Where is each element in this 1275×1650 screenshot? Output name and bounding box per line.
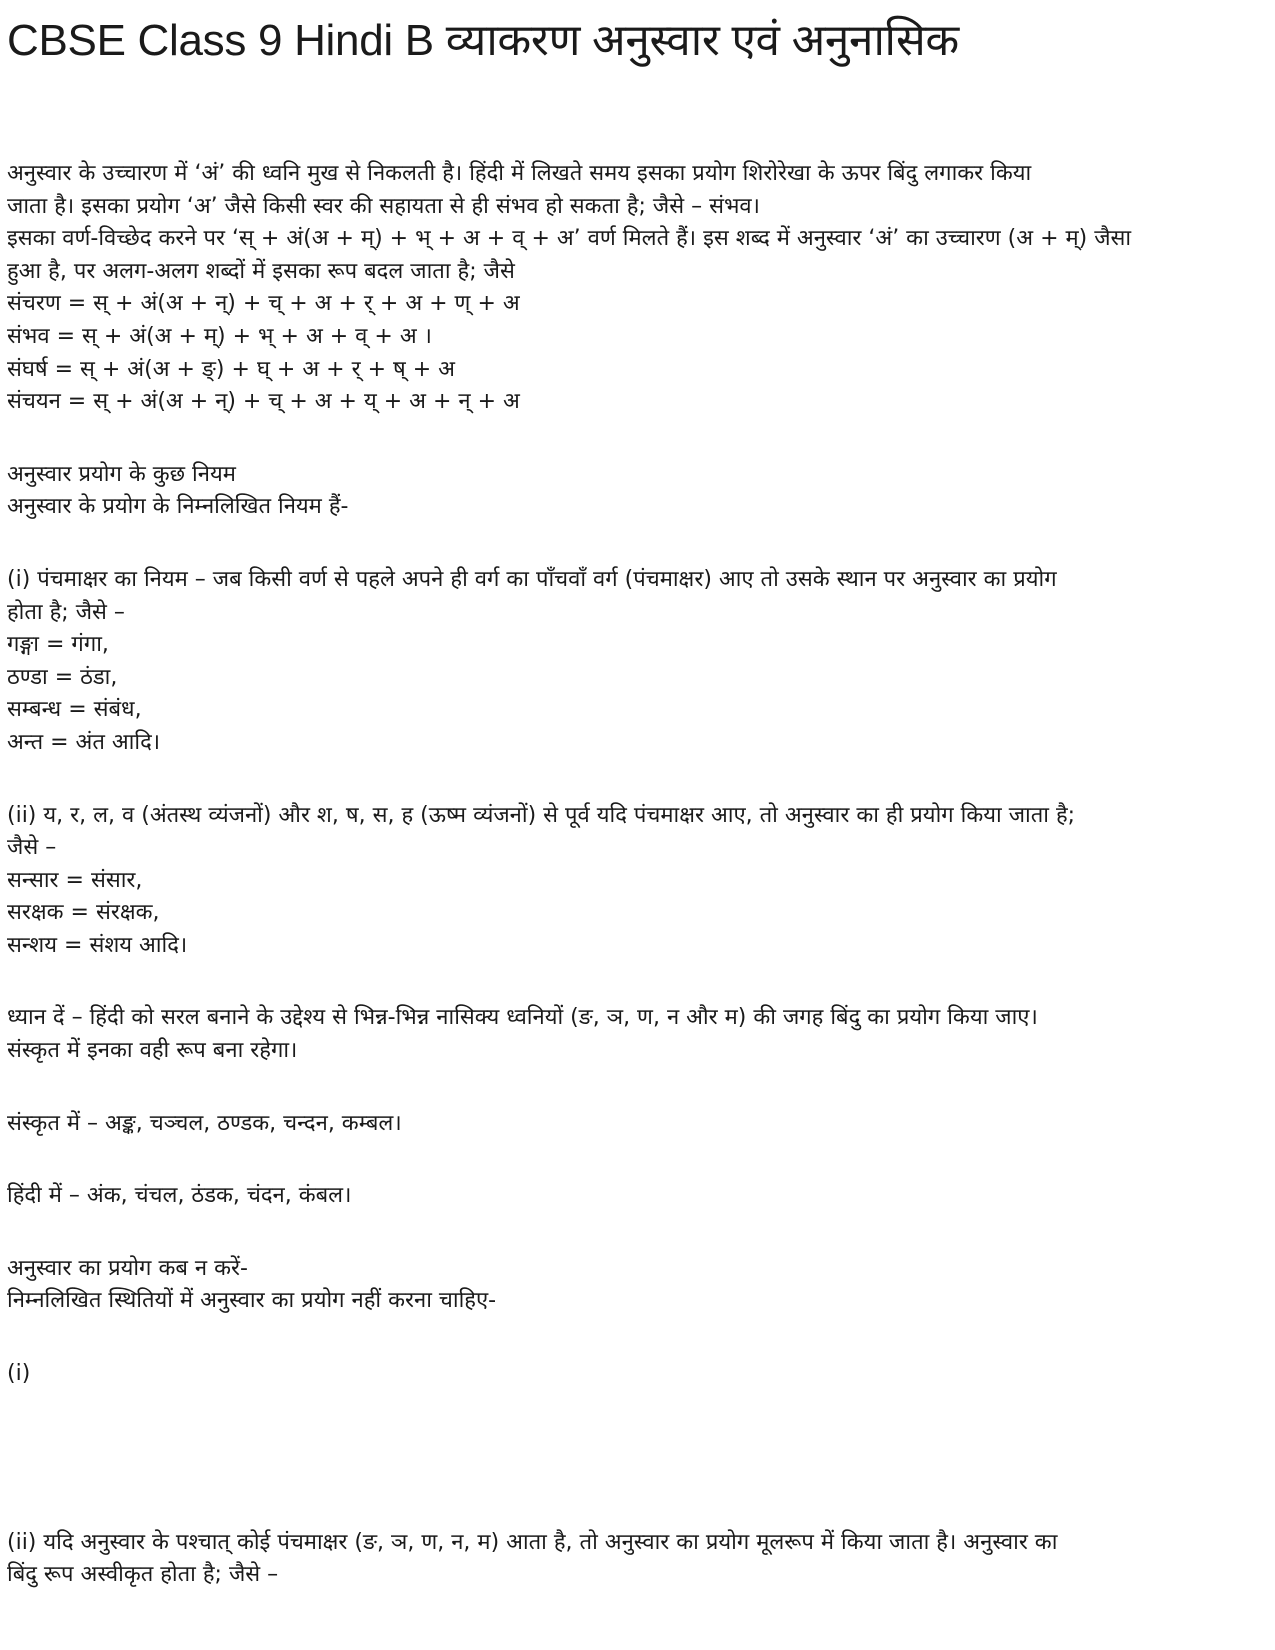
example-line: अन्त = अंत आदि। [7, 729, 161, 755]
spacer [7, 1391, 1265, 1527]
spacer [7, 760, 1265, 800]
text-line: (ii) य, र, ल, व (अंतस्थ व्यंजनों) और श, ष, स, ह (ऊष्म व्यंजनों) से पूर्व यदि पंचमाक्षर आए, तो अनुस्वार का ही प्रयोग किया जाता है; [7, 802, 1076, 828]
example-line: गङ्गा = गंगा, [7, 632, 109, 658]
note-paragraph [7, 1002, 1265, 1067]
text-line: हुआ है, पर अलग-अलग शब्दों में इसका रूप बदल जाता है; जैसे [7, 258, 515, 284]
spacer [7, 524, 1265, 564]
text-line: बिंदु रूप अस्वीकृत होता है; जैसे – [7, 1562, 279, 1588]
rule-1 [7, 564, 1265, 760]
not-item-1-label: (i) [7, 1361, 31, 1387]
spacer [7, 1068, 1265, 1108]
document-page [7, 0, 1265, 1592]
when-not-section [7, 1253, 1265, 1318]
hindi-example: हिंदी में – अंक, चंचल, ठंडक, चंदन, कंबल। [7, 1183, 352, 1209]
example-line: संघर्ष = स् + अं(अ + ङ्) + घ् + अ + र् + ष् + अ [7, 356, 455, 382]
example-line: संभव = स् + अं(अ + म्) + भ् + अ + व् + अ । [7, 323, 432, 349]
text-line: ध्यान दें – हिंदी को सरल बनाने के उद्देश्य से भिन्न-भिन्न नासिक्य ध्वनियों (ङ, ञ, ण, न और म) की जगह बिंदु का प्रयोग किया जाए। [7, 1005, 1038, 1031]
text-line: संस्कृत में इनका वही रूप बना रहेगा। [7, 1038, 298, 1064]
rule-2 [7, 800, 1265, 963]
example-line: संचयन = स् + अं(अ + न्) + च् + अ + य् + अ + न् + अ [7, 389, 520, 415]
example-line: ठण्डा = ठंडा, [7, 664, 118, 690]
text-line: अनुस्वार के प्रयोग के निम्नलिखित नियम हैं- [7, 494, 349, 520]
text-line: (ii) यदि अनुस्वार के पश्चात् कोई पंचमाक्षर (ङ, ञ, ण, न, म) आता है, तो अनुस्वार का प्रयोग मूलरूप में किया जाता है। अनुस्वार का [7, 1529, 1058, 1555]
text-line: इसका वर्ण-विच्छेद करने पर ‘स् + अं(अ + म्) + भ् + अ + व् + अ’ वर्ण मिलते हैं। इस शब्द में अनुस्वार ‘अं’ का उच्चारण (अ + म्) जैसा [7, 226, 1132, 252]
spacer [7, 962, 1265, 1002]
text-line: जाता है। इसका प्रयोग ‘अ’ जैसे किसी स्वर की सहायता से ही संभव हो सकता है; जैसे – संभव। [7, 193, 760, 219]
example-line: सम्बन्ध = संबंध, [7, 697, 142, 723]
spacer [7, 419, 1265, 459]
text-line: निम्नलिखित स्थितियों में अनुस्वार का प्रयोग नहीं करना चाहिए- [7, 1288, 497, 1314]
intro-paragraph [7, 158, 1265, 419]
section-heading: अनुस्वार प्रयोग के कुछ नियम [7, 461, 236, 487]
spacer [7, 1318, 1265, 1358]
not-item-2 [7, 1527, 1265, 1592]
example-line: संचरण = स् + अं(अ + न्) + च् + अ + र् + अ + ण् + अ [7, 291, 520, 317]
page-title: CBSE Class 9 Hindi B व्याकरण अनुस्वार एवं अनुनासिक [7, 16, 959, 65]
text-line: जैसे – [7, 835, 57, 861]
sanskrit-example: संस्कृत में – अङ्क, चञ्चल, ठण्डक, चन्दन, कम्बल। [7, 1110, 402, 1136]
section-heading: अनुस्वार का प्रयोग कब न करें- [7, 1255, 248, 1281]
example-line: सन्सार = संसार, [7, 867, 143, 893]
text-line: (i) पंचमाक्षर का नियम – जब किसी वर्ण से पहले अपने ही वर्ग का पाँचवाँ वर्ग (पंचमाक्षर) आए तो उसके स्थान पर अनुस्वार का प्रयोग [7, 566, 1057, 592]
text-line: होता है; जैसे – [7, 599, 125, 625]
article-body [7, 158, 1265, 1592]
example-line: सन्शय = संशय आदि। [7, 932, 188, 958]
rules-heading [7, 459, 1265, 524]
spacer [7, 1213, 1265, 1253]
spacer [7, 1140, 1265, 1180]
example-line: सरक्षक = संरक्षक, [7, 900, 160, 926]
text-line: अनुस्वार के उच्चारण में ‘अं’ की ध्वनि मुख से निकलती है। हिंदी में लिखते समय इसका प्रयोग शिरोरेखा के ऊपर बिंदु लगाकर किया [7, 161, 1032, 186]
